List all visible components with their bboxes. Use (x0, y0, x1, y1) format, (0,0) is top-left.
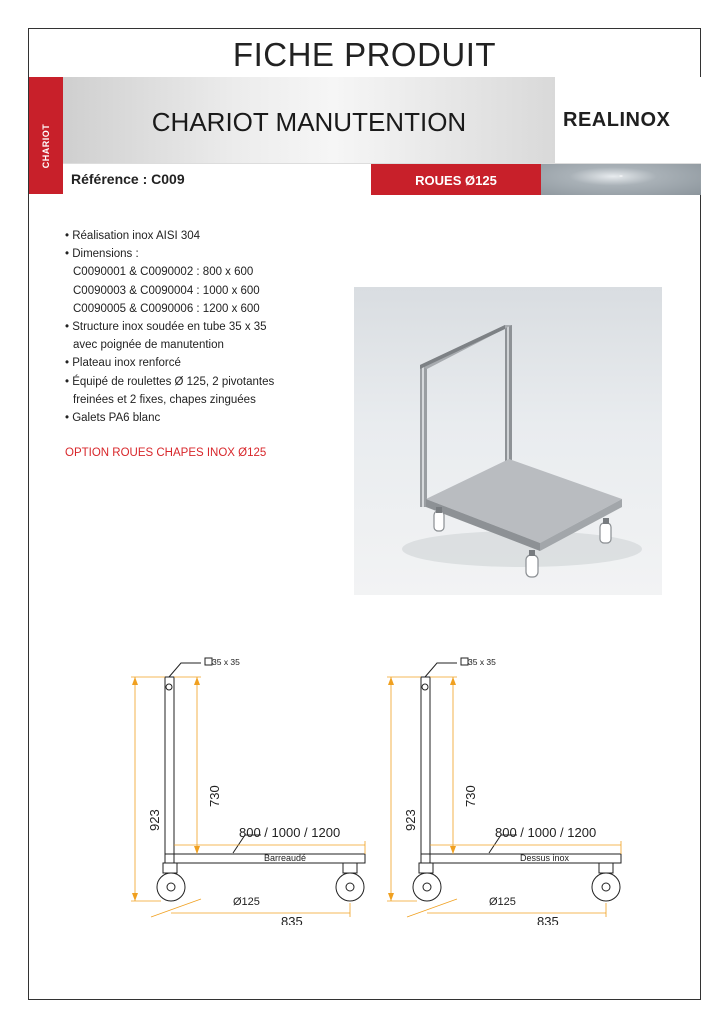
trolley-render (354, 287, 662, 595)
product-sheet (28, 28, 701, 1000)
wheel-diameter-label: Ø125 (233, 896, 260, 908)
spec-list (65, 227, 365, 427)
logo-text: REALINOX (563, 109, 671, 131)
spec-item: • Plateau inox renforcé (65, 357, 181, 370)
length-label: 800 / 1000 / 1200 (495, 825, 597, 840)
length-label: 800 / 1000 / 1200 (239, 825, 341, 840)
platform-type-label: Dessus inox (520, 853, 570, 863)
total-height-label: 923 (403, 809, 418, 831)
tube-size-label: 35 x 35 (212, 657, 240, 667)
category-label: CHARIOT (41, 123, 51, 169)
spec-item: C0090005 & C0090006 : 1200 x 600 (73, 302, 260, 315)
option-text: OPTION ROUES CHAPES INOX Ø125 (65, 447, 267, 459)
spec-item: freinées et 2 fixes, chapes zinguées (73, 393, 256, 406)
brand-logo (555, 77, 701, 163)
spec-item: • Galets PA6 blanc (65, 412, 161, 425)
handle-height-label: 730 (463, 785, 478, 807)
spec-item: C0090003 & C0090004 : 1000 x 600 (73, 284, 260, 297)
reference-row (63, 163, 701, 195)
product-image (354, 287, 662, 595)
spec-item: • Dimensions : (65, 248, 139, 261)
wheels-badge: ROUES Ø125 (371, 164, 541, 195)
total-height-label: 923 (147, 809, 162, 831)
page-title: FICHE PRODUIT (29, 29, 700, 78)
tube-size-label: 35 x 35 (468, 657, 496, 667)
category-strip (29, 77, 63, 194)
spec-item: • Équipé de roulettes Ø 125, 2 pivotantes (65, 375, 275, 388)
wheel-diameter-label: Ø125 (489, 896, 516, 908)
reference-label: Référence : C009 (71, 171, 185, 187)
technical-drawing-dessus-inox (377, 655, 637, 925)
wheelbase-label: 835 (537, 914, 559, 925)
wheelbase-label: 835 (281, 914, 303, 925)
platform-type-label: Barreaudé (264, 853, 307, 863)
spec-item: avec poignée de manutention (73, 339, 224, 352)
option-cell: - (541, 164, 701, 195)
spec-item: • Réalisation inox AISI 304 (65, 230, 201, 242)
technical-drawing-barreaude (121, 655, 381, 925)
spec-item: • Structure inox soudée en tube 35 x 35 (65, 321, 267, 334)
spec-item: C0090001 & C0090002 : 800 x 600 (73, 266, 254, 279)
product-name: CHARIOT MANUTENTION (151, 107, 467, 137)
handle-height-label: 730 (207, 785, 222, 807)
